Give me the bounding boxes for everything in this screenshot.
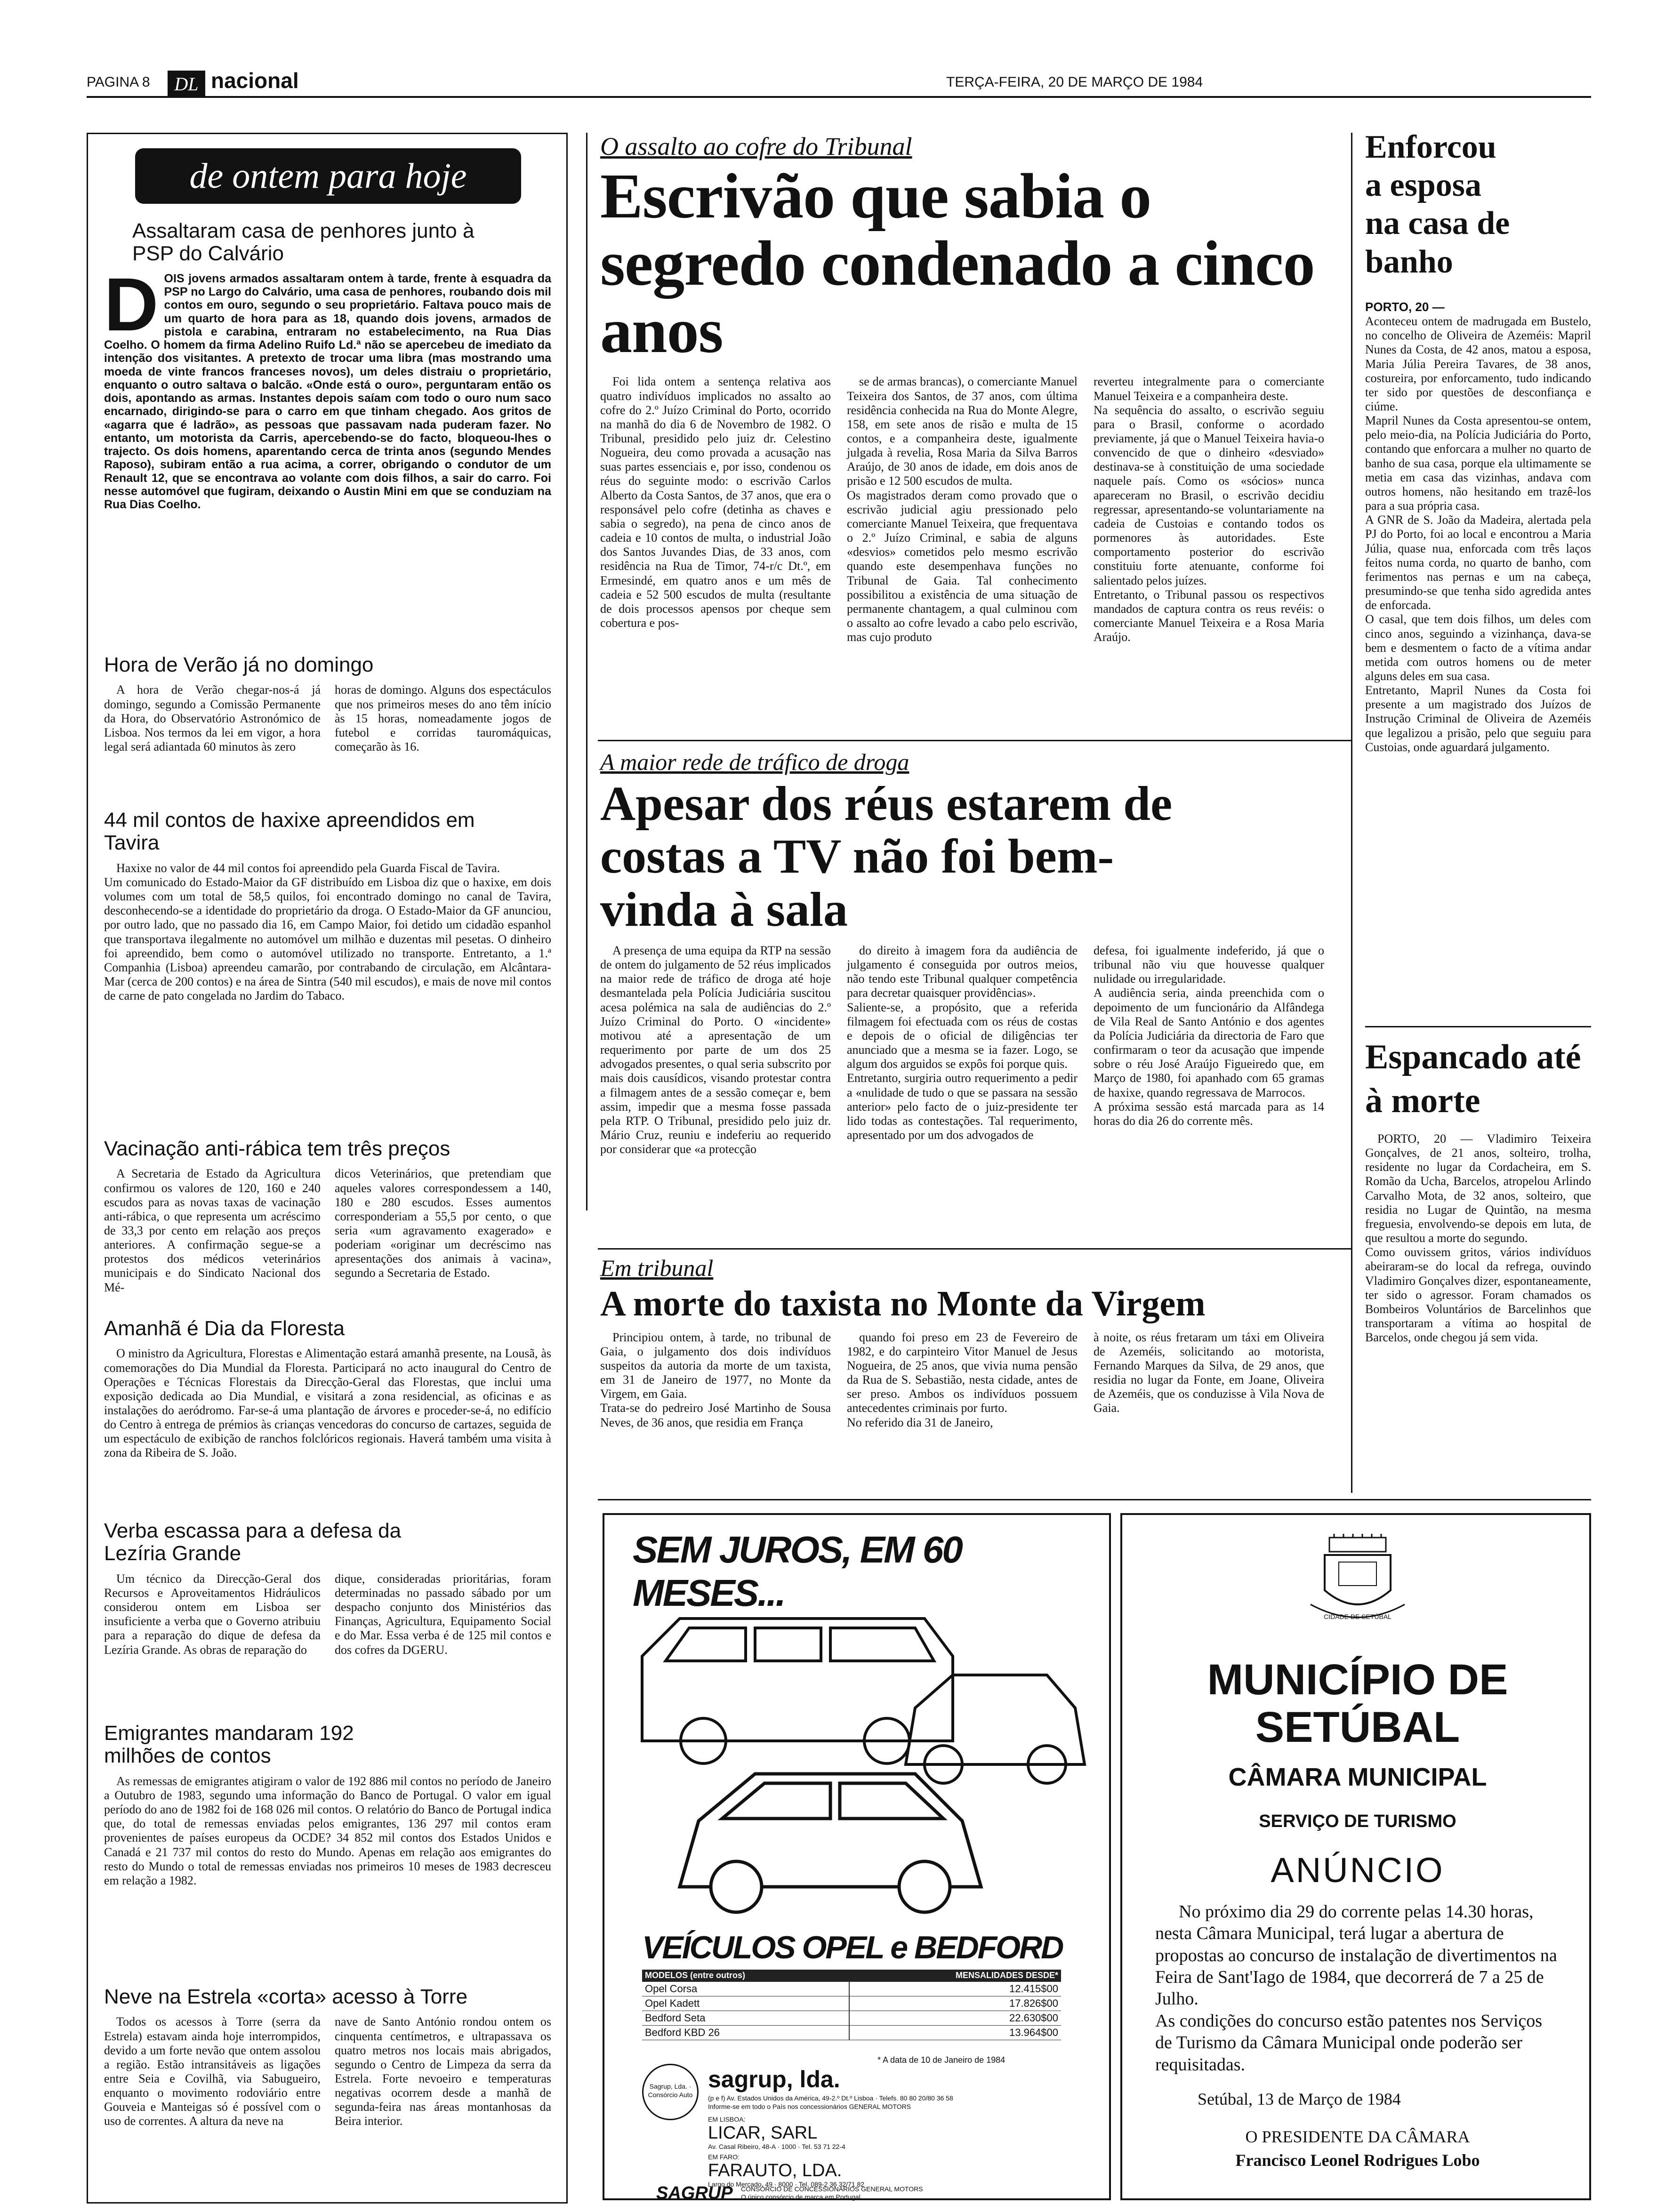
story-heading: Amanhã é Dia da Floresta (104, 1317, 345, 1340)
opel-bedford-ad (603, 1513, 1111, 2203)
story-body: OIS jovens armados assaltaram ontem à tarde, frente à esquadra da PSP no Largo do Calvário, uma casa de penhores, roubando dois mil contos em ouro, segundo o seu proprietário. Faltava pouco mais de um quarto de hora para as 18, quando dois jovens, armados de pistola e carabina, entraram no estabelecimento, na Rua Dias Coelho. O homem da firma Adelino Ruifo Ld.ª não se apercebeu de imediato da intenção dos visitantes. A pretexto de trocar uma libra (mas mostrando uma moeda de vinte francos franceses novos), um deles distraiu o proprietário, enquanto o outro saltava o balcão. «Onde está o ouro», perguntaram então os dois, apontando as armas. Instantes depois saíam com todo o ouro num saco encarnado, dirigindo-se para o carro em que tinham chegado. Aos gritos de «agarra que é ladrão», as pessoas que passavam nada puderam fazer. No entanto, um motorista da Carris, apercebendo-se do facto, bloqueou-lhes o trajecto. Os dois homens, aparentando cerca de trinta anos (segundo Mendes Raposo), subiram então a rua acima, a correr, obrigando o condutor de um Renault 12, que se encontrava ao volante com dois filhos, a sair do carro. Foi nesse automóvel que fugiram, deixando o Austin Mini em que se conduziam na Rua Dias Coelho. (104, 272, 551, 512)
story-hora-verao (104, 647, 551, 757)
van-drawing (642, 1619, 953, 1763)
story-col-3: reverteu integralmente para o comerciante Manuel Teixeira e a companheira deste. Na sequência do assalto, o escrivão seguiu para o Brasil, conforme o acordado previamente, já que o Manuel Teixeira havia-o convencido de que o dinheiro «desviado» destinava-se à constituição de uma sociedade naquele país. Como os «sócios» nunca apareceram no Brasil, o escrivão decidiu regressar, apresentando-se voluntariamente na cadeia de Custoias e contando todos os pormenores às autoridades. Este comportamento posterior do escrivão constituiu forte atenuante, conforme foi salientado pelos juízes. Entretanto, o Tribunal passou os respectivos mandados de captura contra os reus revéis: o comerciante Manuel Teixeira e a Rosa Maria Araújo. (1094, 375, 1324, 644)
story-heading: Vacinação anti-rábica tem três preços (104, 1137, 450, 1160)
sagrup-footer-text: CONSÓRCIO DE CONCESSIONÁRIOS GENERAL MOTORS O único consórcio de marca em Portugal (741, 2185, 923, 2201)
drop-cap: D (104, 262, 159, 346)
story-dateline: PORTO, 20 — (1365, 299, 1445, 314)
story-kicker: Em tribunal (600, 1255, 714, 1281)
header-rule (87, 96, 1591, 98)
story-heading: Hora de Verão já no domingo (104, 653, 374, 676)
dealer-address: Av. Casal Ribeiro, 48-A · 1000 · Tel. 53 71 22-4 (708, 2143, 845, 2150)
story-body-col1: A hora de Verão chegar-nos-á já domingo, segundo a Comissão Permanente da Hora, do Observatório Astronómico de Lisboa. Nos termos da lei em vigor, a hora legal será adiantada 60 minutos às zero (104, 683, 321, 754)
crest-motto: CIDADE DE SETÚBAL (1324, 1613, 1392, 1620)
story-neve (104, 1979, 551, 2132)
story-body-col2: dicos Veterinários, que pretendiam que aqueles valores correspondessem a 140, 180 e 280 escudos. Esses aumentos corresponderiam a 55,5 por cento, o que seria «um agravamento exagerado» e poderiam «originar um decréscimo nas apresentações dos animais à vacina», segundo a Secretaria de Estado. (335, 1167, 551, 1280)
vehicles-illustration (623, 1586, 1094, 1924)
sidebar-banner (135, 148, 521, 204)
story-body-col1: Um técnico da Direcção-Geral dos Recursos e Aproveitamentos Hidráulicos considerou ontem em Lisboa ser insuficiente a verba que o Governo atribuiu para a reparação do dique de defesa da Lezíria Grande. As obras de reparação do (104, 1571, 321, 1657)
story-col-2: se de armas brancas), o comerciante Manuel Teixeira dos Santos, de 37 anos, com última residência conhecida na Rua do Monte Alegre, 158, em sete anos de risão e multa de 15 contos, e a companheira deste, igualmente julgada à revelia, Rosa Maria da Silva Barros Araújo, de 30 anos de idade, em dois anos de prisão e 12 500 escudos de multa. Os magistrados deram como provado que o escrivão judicial agiu pressionado pelo comerciante Manuel Teixeira, que frequentava o 2.º Juízo Criminal, e sabia de alguns «desvios» cometidos pelo mesmo escrivão quando este desempenhava funções no Tribunal de Gaia. Tal conhecimento possibilitou a existência de uma situação de permanente chantagem, a qual culminou com o assalto ao cofre levado a cabo pelo escrivão, mas cujo produto (847, 375, 1078, 644)
table-row: Opel Corsa 12.415$00 (642, 1982, 1061, 1996)
sidebar-title: de ontem para hoje (189, 156, 467, 196)
story-headline: Escrivão que sabia o segredo condenado a cinco anos (600, 161, 1315, 366)
story-body-col2: dique, consideradas prioritárias, foram determinadas no passado sábado por um despacho conjunto dos Ministérios das Finanças, Agricultura, Equipamento Social e do Mar. Essa verba é de 125 mil contos e dos cofres da DGERU. (335, 1571, 551, 1657)
announcement-date: Setúbal, 13 de Março de 1984 (1198, 2090, 1401, 2108)
table-header: MENSALIDADES DESDE* (849, 1970, 1061, 1982)
story-body-col1: A Secretaria de Estado da Agricultura confirmou os valores de 120, 160 e 240 escudos para as novas taxas de vacinação anti-rábica, o que representa um acréscimo de 33,3 por cento em relação aos preços anteriores. A confirmação segue-se a protestos dos médicos veterinários municipais e do Sindicato Nacional dos Mé- (104, 1167, 321, 1294)
setubal-ad (1120, 1513, 1591, 2200)
story-body: O ministro da Agricultura, Florestas e Alimentação estará amanhã presente, na Lousã, às comemorações do Dia Mundial da Floresta. Participará no acto inaugural do Centro de Operações e Técnicas Florestais da Direcção-Geral das Florestas, que inclui uma exposição dedicada ao Dia Mundial, e visitará a zona residencial, as oficinas e as instalações do aeródromo. Far-se-á uma plantação de árvores e proceder-se-á, no edifício do Centro à entrega de prémios às crianças vencedoras do concurso de cartazes, seguida de um espectáculo de exibição de ranchos folclóricos regionais. Haverá também uma visita à zona da Ribeira de S. João. (104, 1346, 551, 1460)
dealer-name: FARAUTO, LDA. (708, 2161, 842, 2180)
table-row: Bedford KBD 26 13.964$00 (642, 2026, 1061, 2040)
column-rule (1351, 133, 1352, 1493)
story-body: Haxixe no valor de 44 mil contos foi apreendido pela Guarda Fiscal de Tavira. Um comunicado do Estado-Maior da GF distribuído em Lisboa diz que o haxixe, em dois volumes com um total de 58,5 quilos, foi encontrado domingo no canal de Tavira, desconhecendo-se a identidade do proprietário da droga. O Estado-Maior da GF anunciou, por outro lado, que no passado dia 16, em Campo Maior, foi detido um cidadão espanhol que transportava ilegalmente no automóvel um milhão e duzentas mil pesetas. O dinheiro foi apreendido, bem como o automóvel utilizado no transporte. Entretanto, a 1.ª Companhia (Lisboa) apreendeu camarão, por contrabando de circulação, em Alcântara-Mar (cerca de 200 contos) e na área de Sintra (540 mil escudos), e mais de nove mil contos de carne de pato congelada no Jardim do Tabaco. (104, 861, 551, 1003)
story-col-1: Principiou ontem, à tarde, no tribunal de Gaia, o julgamento dos dois indivíduos suspeitos da autoria da morte de um taxista, em 31 de Janeiro de 1977, no Monte da Virgem, em Gaia. Trata-se do pedreiro José Martinho de Sousa Neves, de 36 anos, que residia em França (600, 1330, 831, 1429)
story-col-2: quando foi preso em 23 de Fevereiro de 1982, e do carpinteiro Vitor Manuel de Jesus Nogueira, de 25 anos, que vivia numa pensão da Rua de S. Sebastião, nesta cidade, antes de ser preso. Ambos os indivíduos possuem antecedentes criminais por furto. No referido dia 31 de Janeiro, (847, 1330, 1078, 1429)
dealer-address: Largo do Mercado, 49 · 8000 · Tel. 089-2 36 32/71 82 (708, 2180, 865, 2188)
story-emigrantes (104, 1715, 551, 1891)
story-col-2: do direito à imagem fora da audiência de julgamento é conseguida por outros meios, não tendo este Tribunal qualquer competência para decretar quaisquer providências». Saliente-se, a propósito, que a referida filmagem foi efectuada com os réus de costas e depois de o oficial de diligências ter anunciado que a mesma se ia fazer. Logo, se algum dos arguidos se expôs foi porque quis. Entretanto, surgiria outro requerimento a pedir a «nulidade de tudo o que se passara na sessão anterior» pelo facto de o juiz-presidente ter lido todas as contestações. Tal requerimento, apresentado por um dos advogados de (847, 943, 1078, 1142)
story-heading: 44 mil contos de haxixe apreendidos em Tavira (104, 809, 475, 855)
story-penhores (104, 213, 551, 514)
table-header: MODELOS (entre outros) (642, 1970, 849, 1982)
section-rule (1365, 1026, 1591, 1027)
ad-brand: VEÍCULOS OPEL e BEDFORD (642, 1930, 1063, 1965)
story-heading: Assaltaram casa de penhores junto à PSP do Calvário (132, 219, 475, 265)
company-name: sagrup, lda. (708, 2066, 840, 2092)
story-col-1: Foi lida ontem a sentença relativa aos quatro indivíduos implicados no assalto ao cofre do 2.º Juízo Criminal do Porto, ocorrido na manhã do dia 6 de Novembro de 1982. O Tribunal, presidido pelo juiz dr. Celestino Nogueira, deu como provada a acusação nas suas partes essenciais e, por isso, condenou os réus do seguinte modo: o escrivão Carlos Alberto da Costa Santos, de 37 anos, que era o responsável pelo cofre (detinha as chaves e sabia o segredo), na pena de cinco anos de cadeia e 10 contos de multa, o industrial João dos Santos Juvandes Dias, de 33 anos, com residência na Rua de Timor, 74-r/c Dt.º, em Ermesindé, em quatro anos e um mês de cadeia e 52 500 escudos de multa (resultante de dois processos apensos por cheque sem cobertura e pos- (600, 375, 831, 630)
story-leziria (104, 1513, 551, 1660)
story-body-col2: nave de Santo António rondou ontem os cinquenta centímetros, e ultrapassava os quatro metros nos locais mais abrigados, segundo o Centro de Limpeza da serra da Estrela. Forte nevoeiro e temperaturas negativas ocorrem desde a manhã de segunda-feira nas áreas montanhosas da Beira interior. (335, 2015, 551, 2128)
story-col-1: A presença de uma equipa da RTP na sessão de ontem do julgamento de 52 réus implicados na maior rede de tráfico de droga até hoje desmantelada pela Polícia Judiciária suscitou acesa polémica na sala de audiências do 2.º Juízo Criminal do Porto. O «incidente» motivou até a apresentação de um requerimento por parte de um dos 25 advogados presentes, o qual seria subscrito por mais dois causídicos, visando protestar contra a filmagem antes de a sessão começar e, bem assim, impedir que a mesma fosse passada pela RTP. O Tribunal, presidido pelo juiz dr. Mário Cruz, reuniu e indeferiu ao requerido por considerar que «a protecção (600, 943, 831, 1156)
badge-text: Sagrup, Lda. · Consórcio Auto (648, 2083, 693, 2099)
company-address: (p e f) Av. Estados Unidos da América, 49-2.º Dt.º Lisboa · Telefs. 80 80 20/80 36 58 Informe-se em todo o País nos concessionários GENERAL MOTORS (708, 2094, 953, 2111)
story-heading: Verba escassa para a defesa da Lezíria Grande (104, 1519, 402, 1565)
hatchback-drawing (680, 1774, 981, 1912)
table-row: Bedford Seta 22.630$00 (642, 2011, 1061, 2026)
council-name: CÂMARA MUNICIPAL (1228, 1763, 1487, 1791)
lead-story (600, 132, 1335, 744)
beaten-story (1365, 1035, 1591, 1487)
story-col-3: à noite, os réus fretaram um táxi em Oliveira de Azeméis, solicitando ao motorista, Fernando Marques da Silva, de 29 anos, que residia no lugar da Fonte, em Joane, Oliveira de Azeméis, que os conduzisse à Vila Nova de Gaia. (1094, 1330, 1324, 1415)
story-body (1365, 286, 1591, 754)
page-number: PAGINA 8 (87, 74, 150, 90)
issue-date: TERÇA-FEIRA, 20 DE MARÇO DE 1984 (946, 74, 1203, 90)
section-rule (598, 1499, 1591, 1500)
story-floresta (104, 1311, 551, 1463)
svg-text:DL: DL (174, 73, 199, 95)
story-headline: Enforcou a esposa na casa de banho (1365, 129, 1510, 280)
signer-name: Francisco Leonel Rodrigues Lobo (1235, 2151, 1480, 2170)
story-body-col2: horas de domingo. Alguns dos espectáculos que nos primeiros meses do ano têm início às 15 horas, nomeadamente jogos de futebol e corridas tauromáquicas, começarão às 16. (335, 683, 551, 754)
announcement-label: ANÚNCIO (1271, 1851, 1445, 1890)
story-vacinacao (104, 1131, 551, 1298)
section-rule (598, 1248, 1351, 1250)
sagrup-badge (642, 2064, 699, 2120)
sidebar-panel (87, 133, 568, 2204)
announcement-body: No próximo dia 29 do corrente pelas 14.30 horas, nesta Câmara Municipal, terá lugar a abertura de propostas ao concurso de instalação de divertimentos na Feira de Sant'Iago de 1984, que decorrerá de 7 a 25 de Julho. As condições do concurso estão patentes nos Serviços de Turismo da Câmara Municipal onde poderão ser requisitadas. (1155, 1902, 1557, 2075)
story-heading: Emigrantes mandaram 192 milhões de contos (104, 1722, 354, 1768)
story-col-3: defesa, foi igualmente indeferido, já que o tribunal não viu que houvesse qualquer nulidade ou irregularidade. A audiência seria, ainda preenchida com o depoimento de um funcionário da Alfândega de Vila Real de Santo António e dos agentes da Polícia Judiciária da directoria de Faro que confirmaram o teor da acusação que impende sobre o réu José Araújo Figueiredo que, em Março de 1980, foi apanhado com 65 gramas de haxixe, quando regressava de Marrocos. A próxima sessão está marcada para as 14 horas do dia 26 do corrente mês. (1094, 943, 1324, 1128)
sagrup-footer: SAGRUP (656, 2183, 733, 2203)
story-body: As remessas de emigrantes atigiram o valor de 192 886 mil contos no período de Janeiro a Outubro de 1983, segundo uma informação do Banco de Portugal. O valor em igual período do ano de 1982 foi de 168 026 mil contos. O relatório do Banco de Portugal indica que, do total de remessas enviadas pelos emigrantes, 136 297 mil contos eram provenientes de países europeus da OCDE? 34 852 mil contos dos Estados Unidos e Canadá e 21 737 mil contos do resto do Mundo. Apenas em relação aos emigrantes do resto do Mundo o total de remessas enviadas nos primeiros 10 meses de 1983 decresceu em relação a 1982. (104, 1774, 551, 1887)
price-table (642, 1970, 1061, 2040)
drug-trial-story (600, 748, 1335, 1252)
service-name: SERVIÇO DE TURISMO (1259, 1811, 1456, 1831)
section-rule (598, 740, 1351, 741)
story-heading: Neve na Estrela «corta» acesso à Torre (104, 1985, 468, 2008)
story-kicker: A maior rede de tráfico de droga (600, 749, 909, 775)
story-body-col1: Todos os acessos à Torre (serra da Estrela) estavam ainda hoje interrompidos, devido a um forte nevão que ontem assolou a região. Estão intransitáveis as ligações entre Seia e Covilhã, via Sabugueiro, enquanto o movimento rodoviário entre Gouveia e Manteigas só é possível com o uso de correntes. A altura da neve na (104, 2015, 321, 2128)
car-drawing (906, 1675, 1085, 1783)
section-name: nacional (211, 68, 299, 93)
story-headline: Espancado até à morte (1365, 1038, 1581, 1120)
newspaper-logo (168, 71, 205, 97)
signer-title: O PRESIDENTE DA CÂMARA (1245, 2127, 1470, 2146)
story-headline: A morte do taxista no Monte da Virgem (600, 1284, 1206, 1323)
story-text: Aconteceu ontem de madrugada em Bustelo, no concelho de Oliveira de Azeméis: Mapril Nunes da Costa, de 42 anos, matou a esposa, Maria Júlia Pereira Tavares, de 38 anos, costureira, por enforcamento, tudo indicando ter sido por questões de desconfiança e ciúme. Mapril Nunes da Costa apresentou-se ontem, pelo meio-dia, na Polícia Judiciária do Porto, contando que enforcara a mulher no quarto de banho de sua casa, porque ela ultimamente se metia em casa das vizinhas, andava com outros homens, não hesitando em trazê-los para a sua própria casa. A GNR de S. João da Madeira, alertada pela PJ do Porto, foi ao local e encontrou a Maria Júlia, quase nua, enforcada com três laços feitos numa corda, no quarto de banho, com ferimentos nas pernas e um na cabeça, presumindo-se que tenha sido agredida antes de enforcada. O casal, que tem dois filhos, um deles com cinco anos, seguindo a vizinhança, dava-se bem e desmentem o facto de a vítima andar metida com outros homens ou de meter alguns deles em sua casa. Entretanto, Mapril Nunes da Costa foi presente a um magistrado dos Juízos de Instrução Criminal de Oliveira de Azeméis que legalizou a prisão, pelo que seguiu para Custoias, onde aguardará julgamento. (1365, 314, 1591, 754)
story-body: PORTO, 20 — Vladimiro Teixeira Gonçalves, de 21 anos, solteiro, trolha, residente no lugar da Cordacheira, em S. Romão da Ucha, Barcelos, atropelou Arlindo Carvalho Mota, de 32 anos, solteiro, que residia no Lugar de Quintão, na mesma freguesia, envolvendo-se depois em luta, de que resultou a morte do segundo. Como ouvissem gritos, vários indivíduos abeiraram-se do local da refrega, ouvindo Vladimiro Gonçalves dizer, espontaneamente, ter sido o agressor. Foram chamados os Bombeiros Voluntários de Barcelinhos que transportaram a vítima ao hospital de Barcelos, onde chegou já sem vida. (1365, 1132, 1591, 1345)
story-haxixe (104, 802, 551, 1006)
taxi-story (600, 1254, 1335, 1518)
column-rule (586, 133, 587, 1210)
table-row: Opel Kadett 17.826$00 (642, 1996, 1061, 2011)
dealer-label: EM LISBOA: (708, 2116, 746, 2123)
dealer-label: EM FARO: (708, 2153, 740, 2161)
ad-slogan: SEM JUROS, EM 60 MESES... (633, 1529, 962, 1614)
strangled-wife-story (1365, 128, 1591, 1013)
price-footnote: * A data de 10 de Janeiro de 1984 (877, 2055, 1005, 2065)
municipality-title: MUNICÍPIO DE SETÚBAL (1207, 1656, 1508, 1752)
story-headline: Apesar dos réus estarem de costas a TV não foi bem-vinda à sala (600, 777, 1173, 937)
story-kicker: O assalto ao cofre do Tribunal (600, 132, 912, 160)
dealer-name: LICAR, SARL (708, 2123, 818, 2143)
